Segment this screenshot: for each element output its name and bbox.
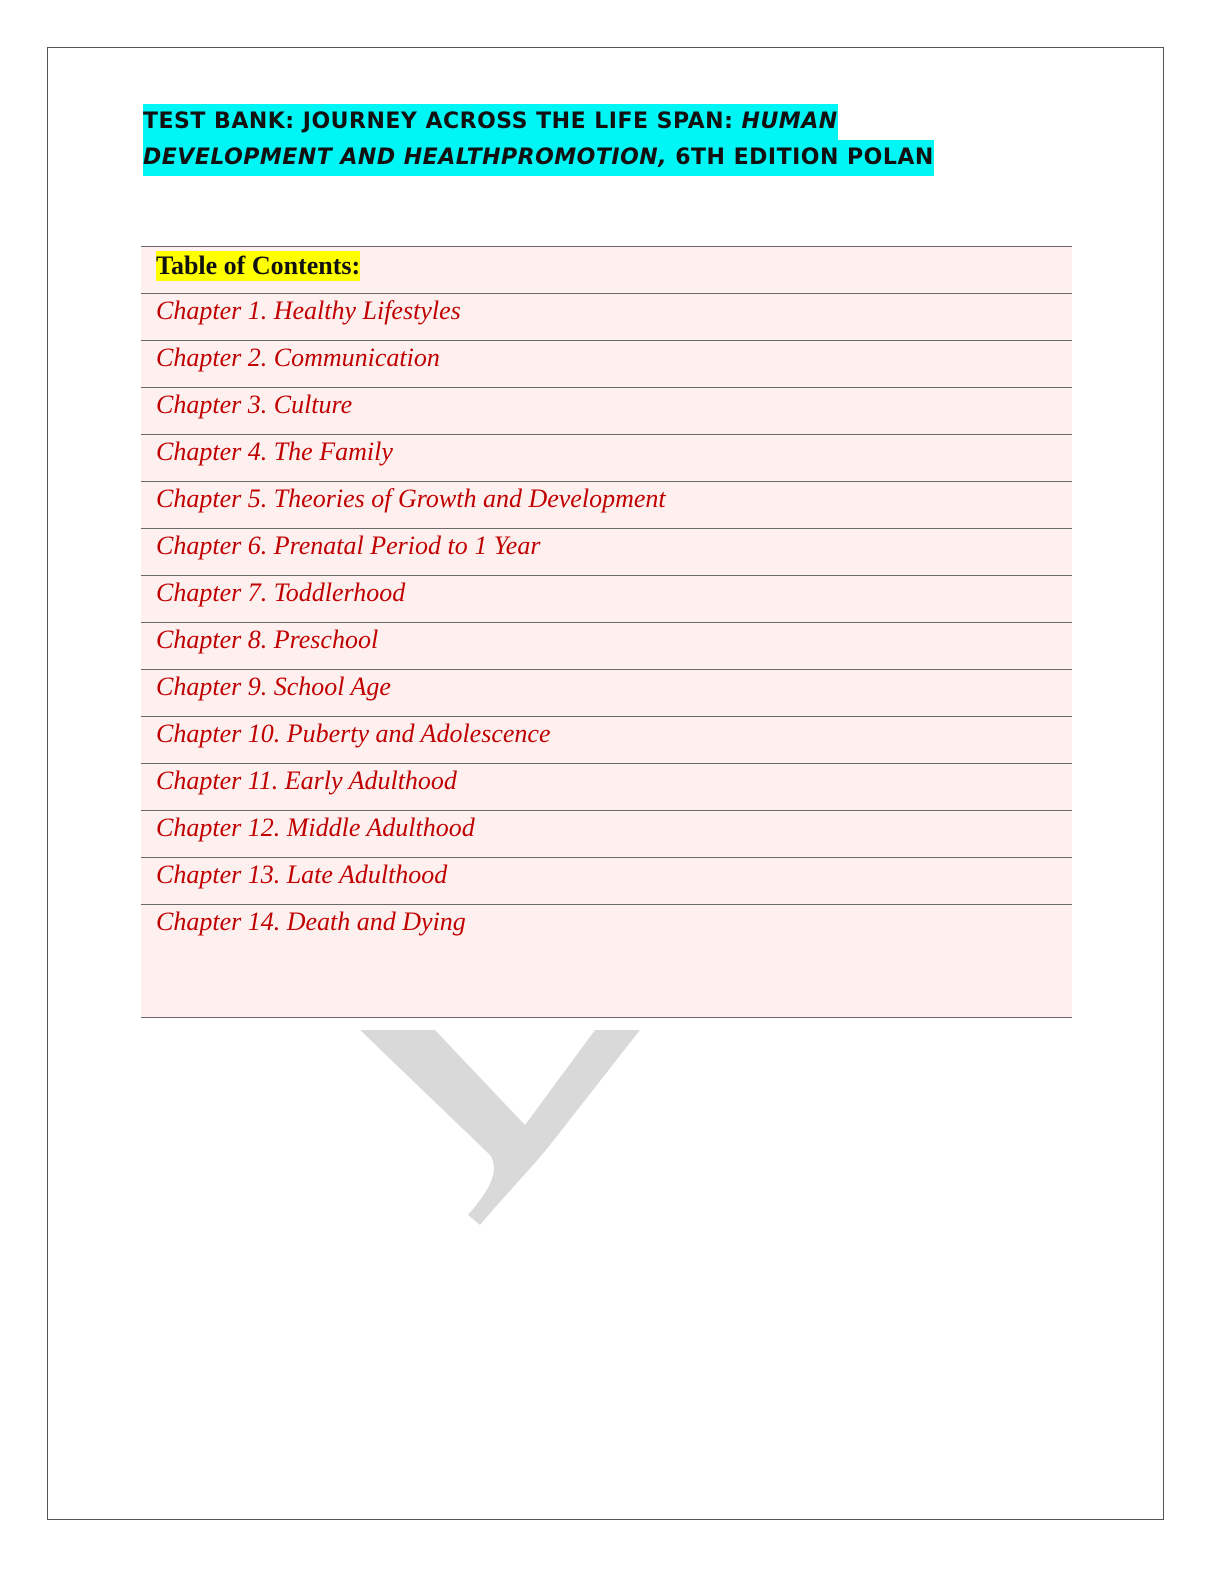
chapter-9-link[interactable]: Chapter 9. School Age <box>156 672 391 701</box>
toc-chapter-row <box>141 293 1072 340</box>
toc-chapter-row <box>141 434 1072 481</box>
chapter-13-link[interactable]: Chapter 13. Late Adulthood <box>156 860 448 889</box>
toc-chapter-row <box>141 387 1072 434</box>
title-line-2 <box>143 140 934 176</box>
chapter-6-link[interactable]: Chapter 6. Prenatal Period to 1 Year <box>156 531 541 560</box>
toc-chapter-row <box>141 528 1072 575</box>
chapter-3-link[interactable]: Chapter 3. Culture <box>156 390 353 419</box>
document-title <box>143 104 943 176</box>
toc-chapter-row <box>141 763 1072 810</box>
chapter-12-link[interactable]: Chapter 12. Middle Adulthood <box>156 813 475 842</box>
watermark-shape <box>340 1030 660 1230</box>
chapter-8-link[interactable]: Chapter 8. Preschool <box>156 625 379 654</box>
toc-chapter-row <box>141 716 1072 763</box>
toc-chapter-row <box>141 622 1072 669</box>
chapter-14-link[interactable]: Chapter 14. Death and Dying <box>156 907 466 936</box>
toc-header: Table of Contents: <box>156 251 361 280</box>
toc-chapter-row <box>141 575 1072 622</box>
title-line-1-plain: TEST BANK: JOURNEY ACROSS THE LIFE SPAN: <box>143 109 742 134</box>
chapter-4-link[interactable]: Chapter 4. The Family <box>156 437 393 466</box>
toc-chapter-row <box>141 810 1072 857</box>
chapter-1-link[interactable]: Chapter 1. Healthy Lifestyles <box>156 296 461 325</box>
title-line-2-plain: 6TH EDITION POLAN <box>667 145 934 170</box>
toc-chapter-row <box>141 857 1072 904</box>
toc-chapter-row <box>141 340 1072 387</box>
chapter-5-link[interactable]: Chapter 5. Theories of Growth and Development <box>156 484 666 513</box>
toc-chapter-row <box>141 669 1072 716</box>
chapter-2-link[interactable]: Chapter 2. Communication <box>156 343 440 372</box>
toc-chapter-row <box>141 904 1072 1018</box>
toc-header-row <box>141 246 1072 293</box>
title-line-1-italic: HUMAN <box>741 109 838 134</box>
title-line-1 <box>143 104 838 140</box>
table-of-contents <box>141 246 1072 1018</box>
chapter-11-link[interactable]: Chapter 11. Early Adulthood <box>156 766 457 795</box>
toc-chapter-row <box>141 481 1072 528</box>
chapter-7-link[interactable]: Chapter 7. Toddlerhood <box>156 578 406 607</box>
title-line-2-italic: DEVELOPMENT AND HEALTHPROMOTION, <box>143 145 668 170</box>
chapter-10-link[interactable]: Chapter 10. Puberty and Adolescence <box>156 719 551 748</box>
